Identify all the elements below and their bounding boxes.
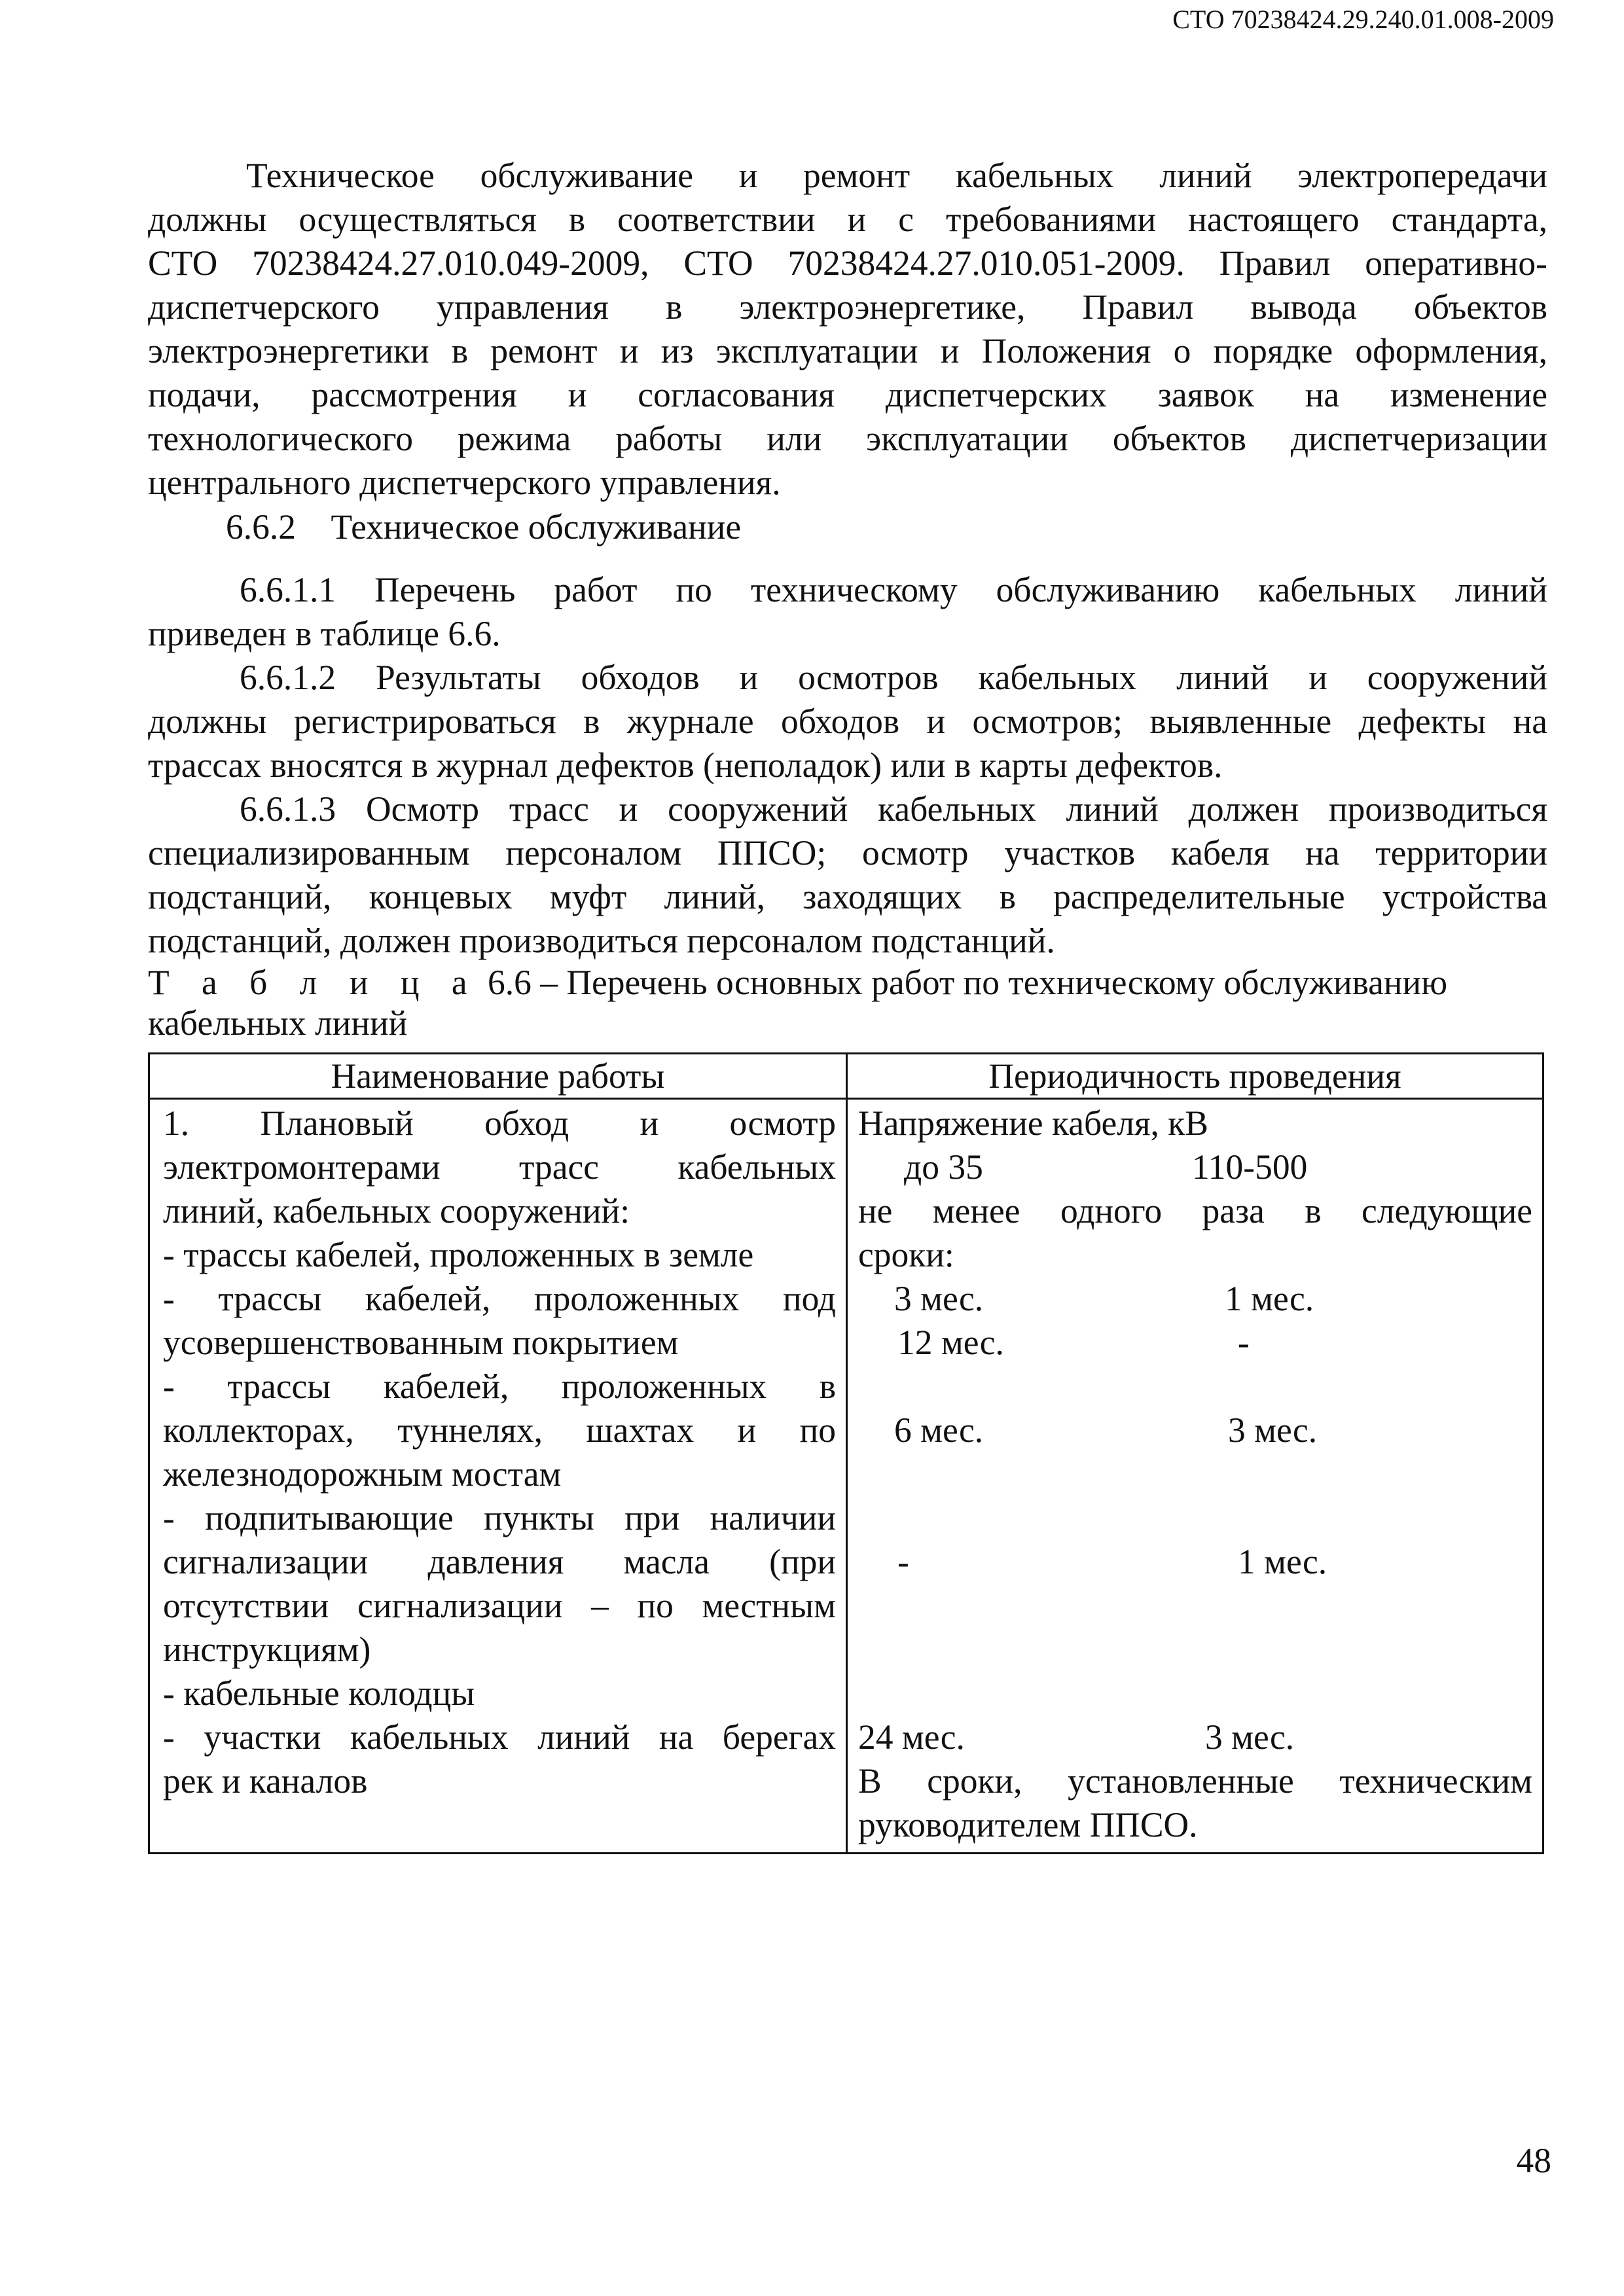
work-line: электромонтерами трасс кабельных: [163, 1147, 836, 1187]
text-line: СТО 70238424.27.010.049-2009, СТО 70238424.27.010.051-2009. Правил оперативно-: [148, 243, 1547, 283]
spacer-row: [858, 1628, 1532, 1672]
period-high: -: [1238, 1323, 1250, 1362]
work-line: усовершенствованным покрытием: [163, 1323, 679, 1362]
work-line: - трассы кабелей, проложенных в: [163, 1367, 836, 1406]
document-code: СТО 70238424.29.240.01.008-2009: [1172, 5, 1554, 34]
section-title: Техническое обслуживание: [331, 507, 742, 547]
spacer-row: [858, 1584, 1532, 1628]
section-heading: [226, 505, 741, 549]
voltage-high: 110-500: [1192, 1147, 1308, 1187]
period-high: 3 мес.: [1228, 1410, 1318, 1450]
work-line: коллекторах, туннелях, шахтах и по: [163, 1410, 836, 1450]
work-line: инструкциям): [163, 1630, 371, 1669]
period-row: [858, 1540, 1532, 1584]
period-high: 1 мес.: [1238, 1542, 1327, 1581]
final-note: руководителем ППСО.: [858, 1805, 1198, 1844]
caption-label: Т а б л и ц а: [148, 963, 479, 1002]
period-low: 24 мес.: [858, 1717, 965, 1757]
text-line: приведен в таблице 6.6.: [148, 614, 501, 653]
text-line: 6.6.1.3 Осмотр трасс и сооружений кабельных линий должен производиться: [240, 789, 1547, 829]
period-row: [858, 1715, 1532, 1759]
intro-paragraph: [148, 154, 1547, 505]
period-row: [858, 1408, 1532, 1452]
frequency-note: не менее одного раза в следующие: [858, 1191, 1532, 1230]
caption-text: 6.6 – Перечень основных работ по техническому обслуживанию: [487, 963, 1448, 1002]
text-line: специализированным персоналом ППСО; осмотр участков кабеля на территории: [148, 833, 1547, 872]
header-divider: [150, 1098, 1542, 1100]
work-line: отсутствии сигнализации – по местным: [163, 1586, 836, 1625]
period-row: [858, 1277, 1532, 1321]
text-line: 6.6.1.2 Результаты обходов и осмотров кабельных линий и сооружений: [240, 658, 1547, 697]
spacer-row: [858, 1452, 1532, 1496]
table-header-work: Наименование работы: [331, 1056, 665, 1096]
text-line: подачи, рассмотрения и согласования диспетчерских заявок на изменение: [148, 375, 1547, 414]
period-low: 12 мес.: [897, 1323, 1004, 1362]
text-line: трассах вносятся в журнал дефектов (неполадок) или в карты дефектов.: [148, 745, 1223, 785]
spacer-row: [858, 1672, 1532, 1715]
text-line: должны осуществляться в соответствии и с требованиями настоящего стандарта,: [148, 200, 1547, 239]
text-line: диспетчерского управления в электроэнергетике, Правил вывода объектов: [148, 287, 1547, 327]
section-number: 6.6.2: [226, 507, 296, 547]
work-line: - участки кабельных линий на берегах: [163, 1717, 836, 1757]
voltage-label: Напряжение кабеля, кВ: [858, 1103, 1208, 1143]
period-low: 6 мес.: [894, 1410, 984, 1450]
voltage-row: [858, 1145, 1532, 1189]
items-block: [148, 568, 1547, 963]
frequency-column: [858, 1102, 1532, 1847]
frequency-note: сроки:: [858, 1235, 954, 1274]
voltage-low: до 35: [904, 1147, 983, 1187]
work-line: - кабельные колодцы: [163, 1674, 475, 1713]
period-high: 3 мес.: [1205, 1717, 1295, 1757]
work-line: сигнализации давления масла (при: [163, 1542, 836, 1581]
period-low: 3 мес.: [894, 1279, 984, 1318]
text-line: Техническое обслуживание и ремонт кабельных линий электропередачи: [246, 156, 1547, 195]
work-column: [163, 1102, 836, 1803]
caption-line: кабельных линий: [148, 1003, 408, 1043]
work-line: железнодорожным мостам: [163, 1454, 562, 1494]
period-low: -: [897, 1542, 909, 1581]
column-divider: [846, 1054, 848, 1852]
spacer-row: [858, 1365, 1532, 1408]
text-line: электроэнергетики в ремонт и из эксплуатации и Положения о порядке оформления,: [148, 331, 1547, 370]
period-high: 1 мес.: [1225, 1279, 1314, 1318]
table-header-frequency: Периодичность проведения: [988, 1056, 1401, 1096]
text-line: центрального диспетчерского управления.: [148, 463, 781, 502]
spacer-row: [858, 1496, 1532, 1540]
work-line: линий, кабельных сооружений:: [163, 1191, 630, 1230]
text-line: технологического режима работы или эксплуатации объектов диспетчеризации: [148, 419, 1547, 458]
text-line: должны регистрироваться в журнале обходов и осмотров; выявленные дефекты на: [148, 702, 1547, 741]
period-row: [858, 1321, 1532, 1365]
caption-line: [148, 962, 1547, 1003]
final-note: В сроки, установленные техническим: [858, 1761, 1532, 1801]
work-line: - подпитывающие пункты при наличии: [163, 1498, 836, 1537]
maintenance-table: [148, 1052, 1544, 1854]
work-line: - трассы кабелей, проложенных под: [163, 1279, 836, 1318]
page-number: 48: [1516, 2141, 1551, 2180]
text-line: 6.6.1.1 Перечень работ по техническому обслуживанию кабельных линий: [240, 570, 1547, 609]
work-line: - трассы кабелей, проложенных в земле: [163, 1235, 754, 1274]
text-line: подстанций, должен производиться персоналом подстанций.: [148, 921, 1055, 960]
text-line: подстанций, концевых муфт линий, заходящих в распределительные устройства: [148, 877, 1547, 916]
table-caption: [148, 962, 1547, 1043]
work-line: 1. Плановый обход и осмотр: [163, 1103, 836, 1143]
work-line: рек и каналов: [163, 1761, 368, 1801]
